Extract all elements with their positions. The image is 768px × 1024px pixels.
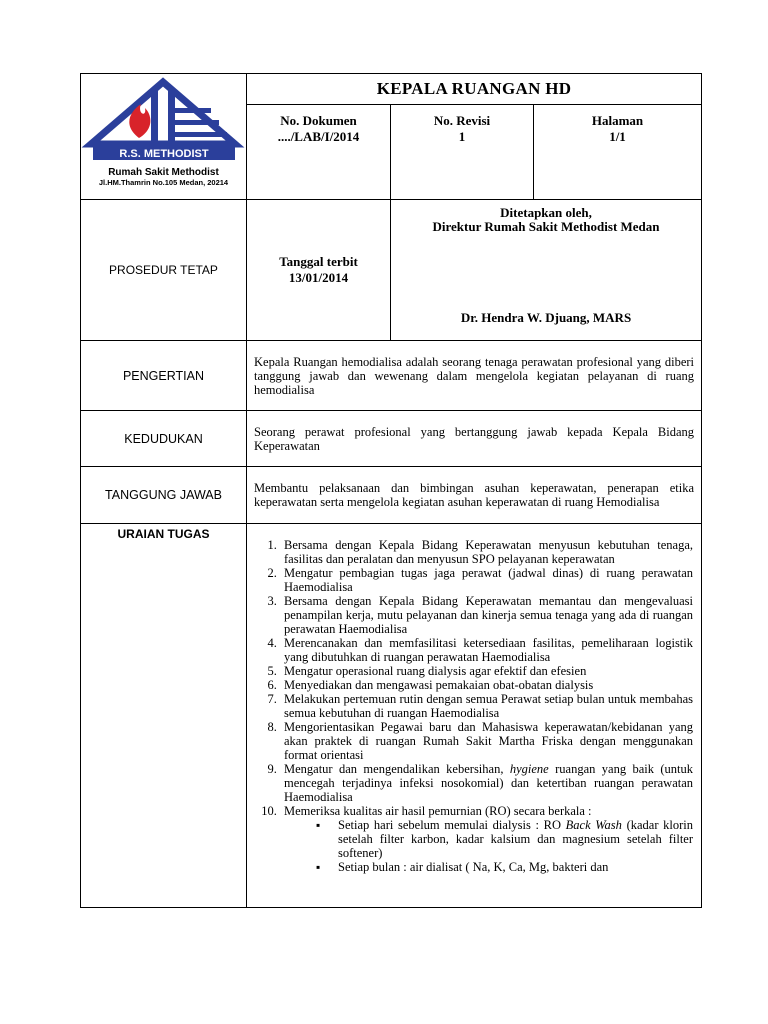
uraian-tugas-cell xyxy=(247,524,702,908)
logo-cell xyxy=(81,74,247,200)
item9-italic: hygiene xyxy=(509,762,549,776)
methodist-logo-icon xyxy=(81,74,246,162)
kedudukan-label: KEDUDUKAN xyxy=(81,411,247,467)
logo-banner-text: R.S. METHODIST xyxy=(119,148,209,160)
page-value: 1/1 xyxy=(609,129,626,144)
approved-by-line1: Ditetapkan oleh, xyxy=(500,205,592,220)
doc-number-value: ..../LAB/I/2014 xyxy=(277,129,360,144)
tanggung-jawab-label: TANGGUNG JAWAB xyxy=(81,467,247,524)
sub1-text-b: (kadar klorin setelah filter karbon, kadar kalsium dan magnesium setelah filter softener) xyxy=(338,818,694,860)
list-item: 7. Melakukan pertemuan rutin dengan semua Perawat setiap bulan untuk membahas semua kebutuhan di ruangan Haemodialisa xyxy=(280,692,693,720)
hospital-address: Jl.HM.Thamrin No.105 Medan, 20214 xyxy=(98,178,229,187)
uraian-tugas-label: URAIAN TUGAS xyxy=(81,524,247,908)
kedudukan-text: Seorang perawat profesional yang bertanggung jawab kepada Kepala Bidang Keperawatan xyxy=(247,411,702,467)
list-item: 2. Mengatur pembagian tugas jaga perawat (jadwal dinas) di ruang perawatan Haemodialisa xyxy=(280,566,693,594)
page-label: Halaman xyxy=(591,113,644,128)
hospital-logo xyxy=(81,74,246,192)
list-item: 3. Bersama dengan Kepala Bidang Keperawatan memantau dan mengevaluasi penampilan kerja, mutu pelayanan dan kinerja semua tenaga yang ada di ruangan perawatan Haemodialisa xyxy=(280,594,693,636)
sub1-italic: Back Wash xyxy=(565,818,622,832)
revision-value: 1 xyxy=(458,129,466,144)
revision-label: No. Revisi xyxy=(433,113,491,128)
director-name: Dr. Hendra W. Djuang, MARS xyxy=(460,310,632,325)
issue-date-label: Tanggal terbit xyxy=(279,254,358,269)
issue-date-value: 13/01/2014 xyxy=(288,270,349,285)
doc-number-cell xyxy=(247,105,391,200)
hospital-name: Rumah Sakit Methodist xyxy=(108,167,219,178)
sub-list-item: ▪ Setiap bulan : air dialisat ( Na, K, Ca, Mg, bakteri dan xyxy=(316,860,693,874)
procedure-label: PROSEDUR TETAP xyxy=(81,200,247,341)
list-item xyxy=(280,804,693,874)
approval-cell xyxy=(391,200,702,341)
list-item: 4. Merencanakan dan memfasilitasi ketersediaan fasilitas, pemeliharaan logistik yang dibutuhkan di ruangan perawatan Haemodialisa xyxy=(280,636,693,664)
document-title: KEPALA RUANGAN HD xyxy=(247,74,702,105)
sop-table xyxy=(80,73,702,908)
item9-text-b: ruangan yang baik (untuk mencegah terjadinya infeksi nosokomial) dan ketertiban ruangan perawatan Haemodialisa xyxy=(284,762,694,804)
pengertian-label: PENGERTIAN xyxy=(81,341,247,411)
issue-date-cell xyxy=(247,200,391,341)
item9-text-a: Mengatur dan mengendalikan kebersihan, xyxy=(284,762,510,776)
sub1-text-a: Setiap hari sebelum memulai dialysis : RO xyxy=(338,818,566,832)
sub-list-item xyxy=(316,818,693,860)
item10-text: Memeriksa kualitas air hasil pemurnian (RO) secara berkala : xyxy=(284,804,592,818)
doc-number-label: No. Dokumen xyxy=(280,113,357,128)
sub-list xyxy=(284,818,693,874)
pengertian-text: Kepala Ruangan hemodialisa adalah seorang tenaga perawatan profesional yang diberi tanggung jawab dan wewenang dalam mengelola kegiatan pelayanan di ruang hemodialisa xyxy=(247,341,702,411)
task-list xyxy=(247,538,693,874)
list-item xyxy=(280,762,693,804)
approved-by-line2: Direktur Rumah Sakit Methodist Medan xyxy=(432,219,660,234)
list-item: 5. Mengatur operasional ruang dialysis agar efektif dan efesien xyxy=(280,664,693,678)
list-item: 6. Menyediakan dan mengawasi pemakaian obat-obatan dialysis xyxy=(280,678,693,692)
revision-cell xyxy=(391,105,534,200)
tanggung-jawab-text: Membantu pelaksanaan dan bimbingan asuhan keperawatan, penerapan etika keperawatan serta mengelola kegiatan asuhan keperawatan di ruang Hemodialisa xyxy=(247,467,702,524)
list-item: 1. Bersama dengan Kepala Bidang Keperawatan menyusun kebutuhan tenaga, fasilitas dan peralatan dan menyusun SPO pelayanan keperawatan xyxy=(280,538,693,566)
page-cell xyxy=(534,105,702,200)
list-item: 8. Mengorientasikan Pegawai baru dan Mahasiswa keperawatan/kebidanan yang akan praktek di ruangan Rumah Sakit Martha Friska dengan menggunakan format orientasi xyxy=(280,720,693,762)
